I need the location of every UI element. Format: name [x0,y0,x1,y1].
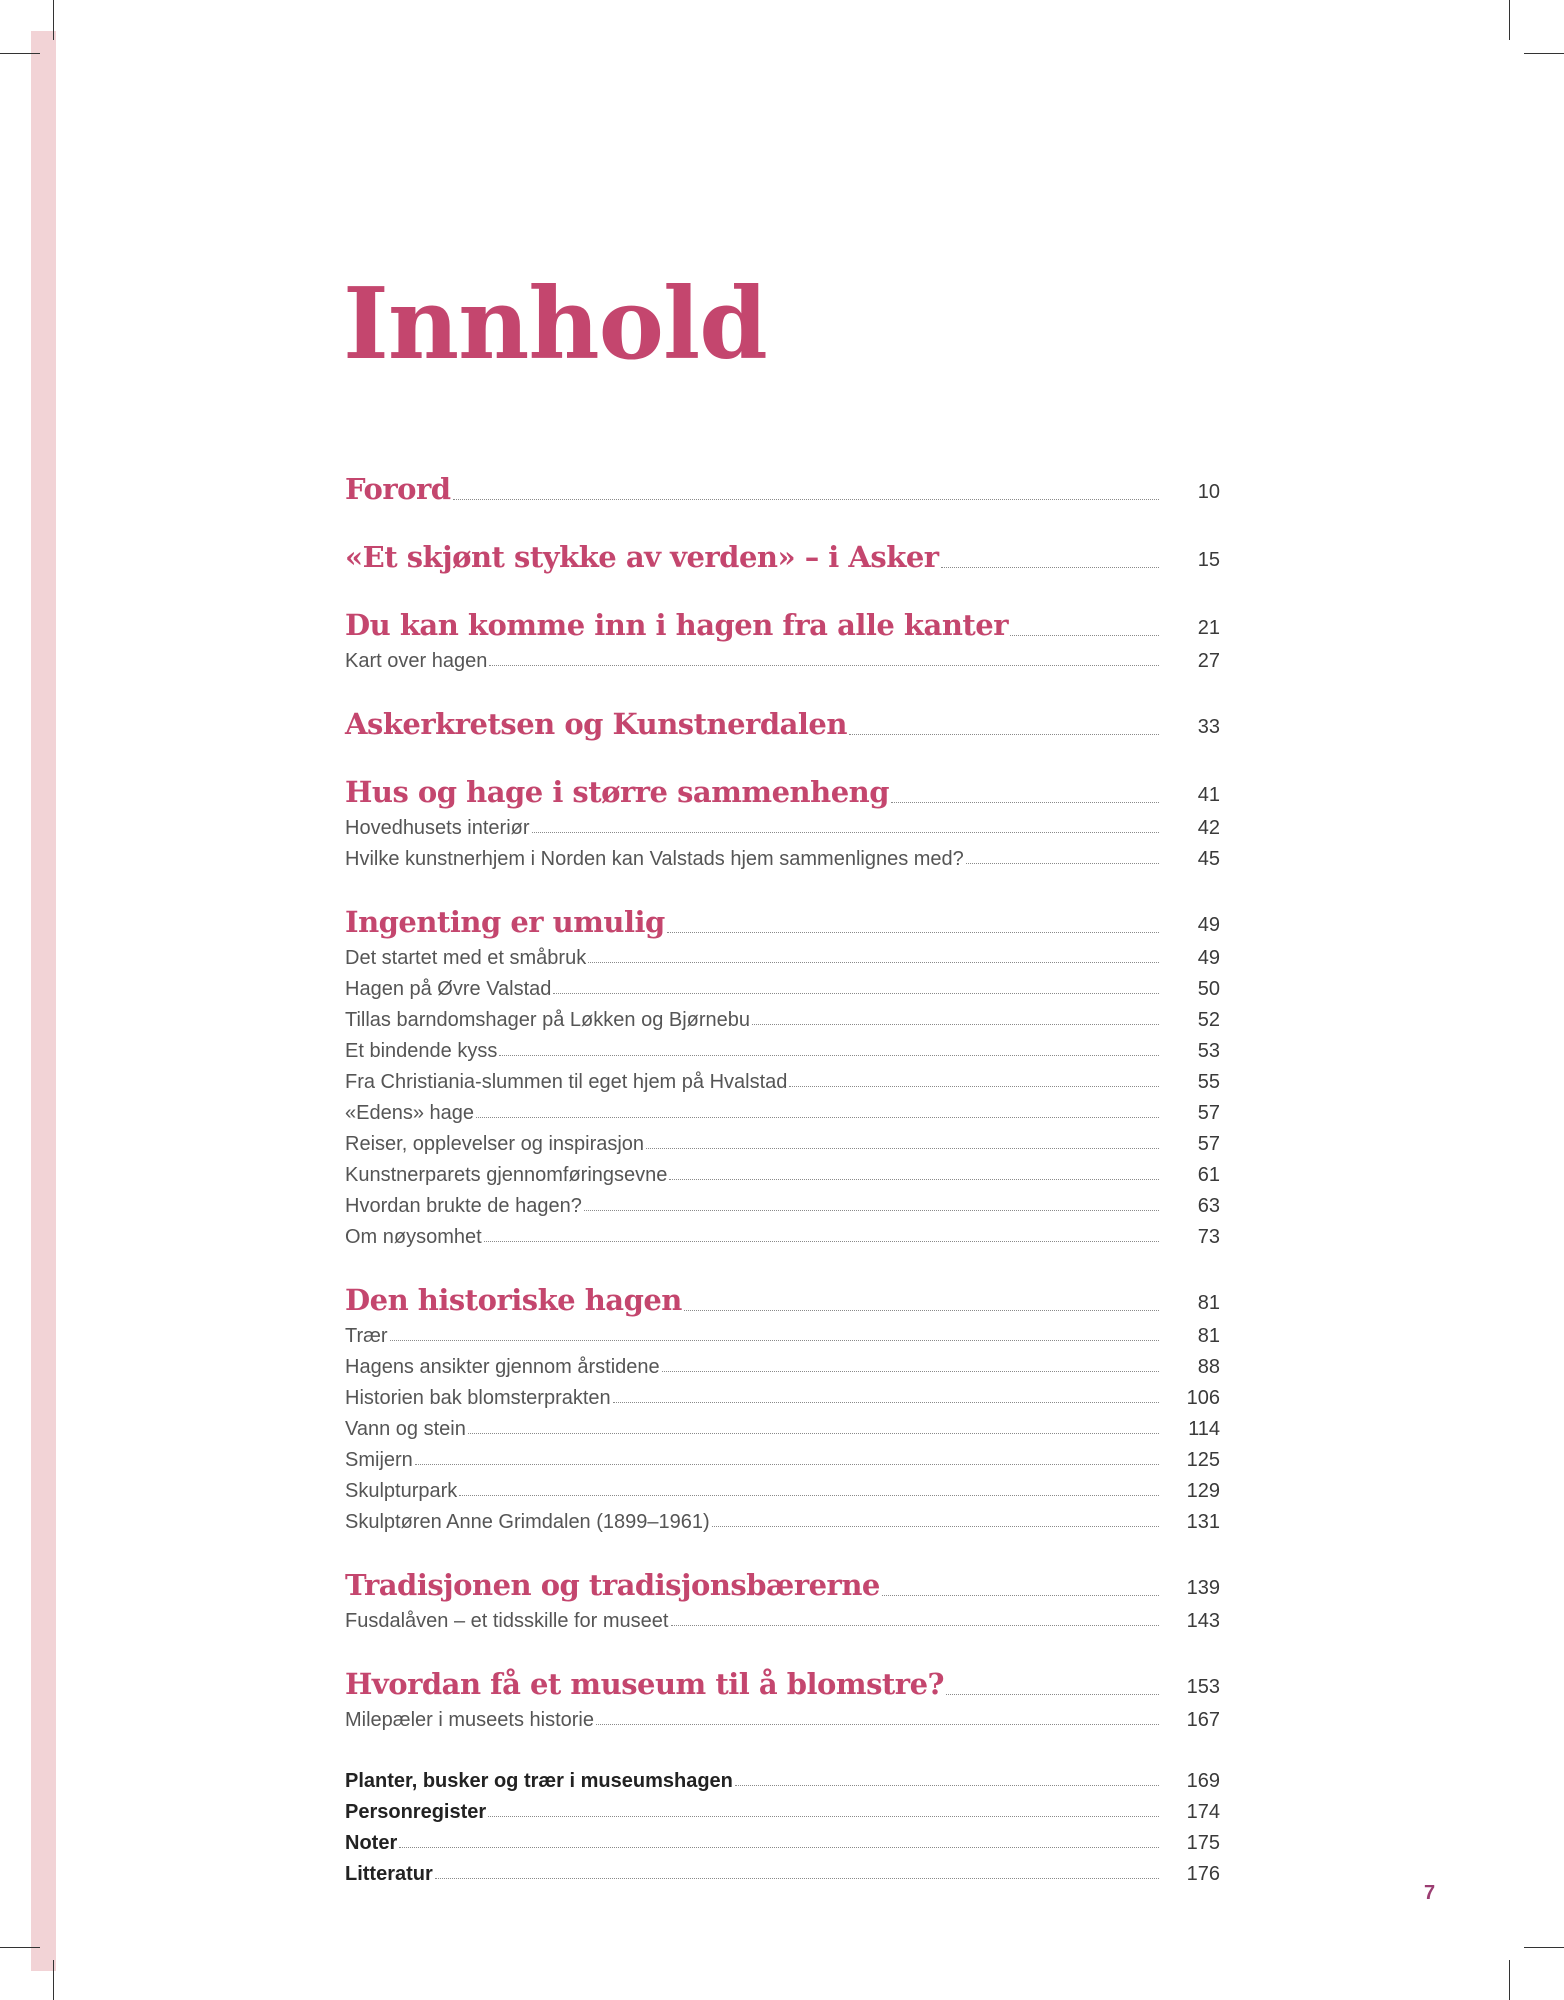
toc-subsection [345,1156,1220,1187]
toc-entry-title: Noter [345,1832,398,1854]
toc-entry-title: Hus og hage i større sammenheng [345,775,890,809]
toc-page-number: 175 [1186,1832,1220,1854]
toc-subsection [345,1001,1220,1032]
toc-page-number: 176 [1186,1863,1220,1885]
page-number: 7 [1424,1882,1436,1904]
toc-subsection [345,1094,1220,1125]
toc-entry-title: Et bindende kyss [345,1040,498,1062]
group-spacer [345,1633,1220,1645]
toc-entry-title: Askerkretsen og Kunstnerdalen [345,707,847,741]
toc-subsection [345,1410,1220,1441]
toc-page-number: 45 [1197,848,1220,870]
toc-page-number: 42 [1197,817,1220,839]
toc-page-number: 21 [1197,617,1220,639]
crop-mark-top-right-h [1524,53,1564,54]
toc-entry-title: Vann og stein [345,1418,466,1440]
dot-leader [499,1054,1159,1056]
dot-leader [646,1147,1159,1149]
toc-entry-title: Forord [345,472,451,506]
toc-subsection [345,1379,1220,1410]
dot-leader [553,992,1159,994]
toc-page-number: 50 [1197,978,1220,1000]
toc-chapter [345,518,1220,574]
dot-leader [849,733,1159,735]
dot-leader [453,498,1159,500]
toc-subsection [345,1602,1220,1633]
toc-entry-title: Fra Christiania-slummen til eget hjem på Hvalstad [345,1071,788,1093]
toc-page-number: 52 [1197,1009,1220,1031]
dot-leader [390,1339,1159,1341]
toc-page-number: 53 [1197,1040,1220,1062]
toc-page-number: 49 [1197,914,1220,936]
toc-entry-title: Hovedhusets interiør [345,817,530,839]
toc-entry-title: Planter, busker og trær i museumshagen [345,1770,733,1792]
toc-page-number: 63 [1197,1195,1220,1217]
dot-leader [489,664,1159,666]
toc-page-number: 49 [1197,947,1220,969]
dot-leader [459,1494,1159,1496]
toc-appendix-entry [345,1762,1220,1793]
dot-leader [399,1846,1159,1848]
dot-leader [484,1240,1159,1242]
crop-mark-top-left-v [53,0,54,40]
dot-leader [669,1178,1159,1180]
dot-leader [415,1463,1159,1465]
toc-chapter [345,883,1220,939]
toc-page-number: 57 [1197,1102,1220,1124]
toc-subsection [345,809,1220,840]
binding-strip [31,31,56,1971]
group-spacer [345,1534,1220,1546]
dot-leader [488,1815,1159,1817]
crop-mark-bottom-right-v [1509,1960,1510,2000]
toc-chapter [345,1546,1220,1602]
toc-entry-title: Kunstnerparets gjennomføringsevne [345,1164,668,1186]
dot-leader [476,1116,1159,1118]
toc-entry-title: Historien bak blomsterprakten [345,1387,611,1409]
toc-entry-title: Milepæler i museets historie [345,1709,594,1731]
dot-leader [588,961,1159,963]
dot-leader [712,1525,1159,1527]
toc-subsection [345,642,1220,673]
toc-appendix-entry [345,1855,1220,1886]
dot-leader [752,1023,1159,1025]
toc-entry-title: Tradisjonen og tradisjonsbærerne [345,1568,880,1602]
crop-mark-top-right-v [1509,0,1510,40]
toc-entry-title: Hagen på Øvre Valstad [345,978,552,1000]
group-spacer [345,673,1220,685]
dot-leader [667,931,1159,933]
toc-entry-title: Om nøysomhet [345,1226,482,1248]
dot-leader [684,1309,1159,1311]
dot-leader [789,1085,1159,1087]
toc-page-number: 55 [1197,1071,1220,1093]
group-spacer [345,506,1220,518]
toc-page-number: 169 [1186,1770,1220,1792]
dot-leader [584,1209,1159,1211]
toc-subsection [345,1701,1220,1732]
dot-leader [735,1784,1159,1786]
dot-leader [966,862,1159,864]
toc-chapter [345,685,1220,741]
toc-subsection [345,1472,1220,1503]
toc-subsection [345,1441,1220,1472]
toc-entry-title: «Et skjønt stykke av verden» – i Asker [345,540,939,574]
toc-entry-title: Du kan komme inn i hagen fra alle kanter [345,608,1009,642]
toc-page-number: 167 [1186,1709,1220,1731]
toc-page-number: 131 [1186,1511,1220,1533]
toc-page-number: 88 [1197,1356,1220,1378]
toc-appendix-entry [345,1793,1220,1824]
toc-subsection [345,1187,1220,1218]
toc-entry-title: Hagens ansikter gjennom årstidene [345,1356,660,1378]
toc-chapter [345,753,1220,809]
toc-subsection [345,970,1220,1001]
dot-leader [882,1594,1159,1596]
dot-leader [532,831,1159,833]
toc-entry-title: Skulpturpark [345,1480,458,1502]
toc-page-number: 129 [1186,1480,1220,1502]
page-title: Innhold [343,267,767,382]
dot-leader [941,566,1159,568]
toc-page-number: 125 [1186,1449,1220,1471]
toc-entry-title: Hvilke kunstnerhjem i Norden kan Valstads hjem sammenlignes med? [345,848,964,870]
toc-subsection [345,1063,1220,1094]
toc-subsection [345,840,1220,871]
toc-entry-title: Personregister [345,1801,487,1823]
toc-page-number: 27 [1197,650,1220,672]
dot-leader [1010,634,1159,636]
dot-leader [613,1401,1159,1403]
toc-subsection [345,1317,1220,1348]
toc-subsection [345,939,1220,970]
toc-page-number: 153 [1186,1676,1220,1698]
toc-page-number: 81 [1197,1292,1220,1314]
dot-leader [891,801,1159,803]
toc-page-number: 61 [1197,1164,1220,1186]
crop-mark-bottom-left-v [53,1960,54,2000]
crop-mark-bottom-right-h [1524,1947,1564,1948]
group-spacer [345,574,1220,586]
toc-page-number: 81 [1197,1325,1220,1347]
toc-page-number: 15 [1197,549,1220,571]
appendix-spacer [345,1732,1220,1762]
toc-entry-title: Reiser, opplevelser og inspirasjon [345,1133,645,1155]
toc-page-number: 174 [1186,1801,1220,1823]
toc-chapter [345,450,1220,506]
toc-entry-title: Fusdalåven – et tidsskille for museet [345,1610,669,1632]
toc-entry-title: Trær [345,1325,388,1347]
toc-page-number: 114 [1188,1418,1220,1440]
toc-page-number: 10 [1197,481,1220,503]
toc-entry-title: Skulptøren Anne Grimdalen (1899–1961) [345,1511,710,1533]
dot-leader [596,1723,1159,1725]
toc-page-number: 139 [1186,1577,1220,1599]
crop-mark-top-left-h [0,53,40,54]
toc-entry-title: Ingenting er umulig [345,905,665,939]
toc-page-number: 106 [1186,1387,1220,1409]
dot-leader [946,1693,1159,1695]
table-of-contents [345,450,1220,1886]
toc-subsection [345,1125,1220,1156]
toc-entry-title: Smijern [345,1449,413,1471]
group-spacer [345,871,1220,883]
toc-page-number: 143 [1186,1610,1220,1632]
dot-leader [662,1370,1159,1372]
dot-leader [435,1877,1159,1879]
toc-subsection [345,1032,1220,1063]
group-spacer [345,741,1220,753]
toc-entry-title: «Edens» hage [345,1102,475,1124]
toc-page-number: 41 [1197,784,1220,806]
toc-chapter [345,586,1220,642]
toc-subsection [345,1503,1220,1534]
toc-entry-title: Kart over hagen [345,650,488,672]
crop-mark-bottom-left-h [0,1947,40,1948]
toc-subsection [345,1218,1220,1249]
dot-leader [671,1624,1160,1626]
toc-page-number: 33 [1197,716,1220,738]
toc-chapter [345,1261,1220,1317]
toc-entry-title: Litteratur [345,1863,433,1885]
toc-appendix-entry [345,1824,1220,1855]
toc-page-number: 57 [1197,1133,1220,1155]
toc-entry-title: Den historiske hagen [345,1283,682,1317]
toc-subsection [345,1348,1220,1379]
dot-leader [468,1432,1159,1434]
group-spacer [345,1249,1220,1261]
toc-chapter [345,1645,1220,1701]
toc-page-number: 73 [1197,1226,1220,1248]
toc-entry-title: Hvordan brukte de hagen? [345,1195,582,1217]
toc-entry-title: Hvordan få et museum til å blomstre? [345,1667,945,1701]
toc-entry-title: Det startet med et småbruk [345,947,587,969]
toc-entry-title: Tillas barndomshager på Løkken og Bjørnebu [345,1009,751,1031]
